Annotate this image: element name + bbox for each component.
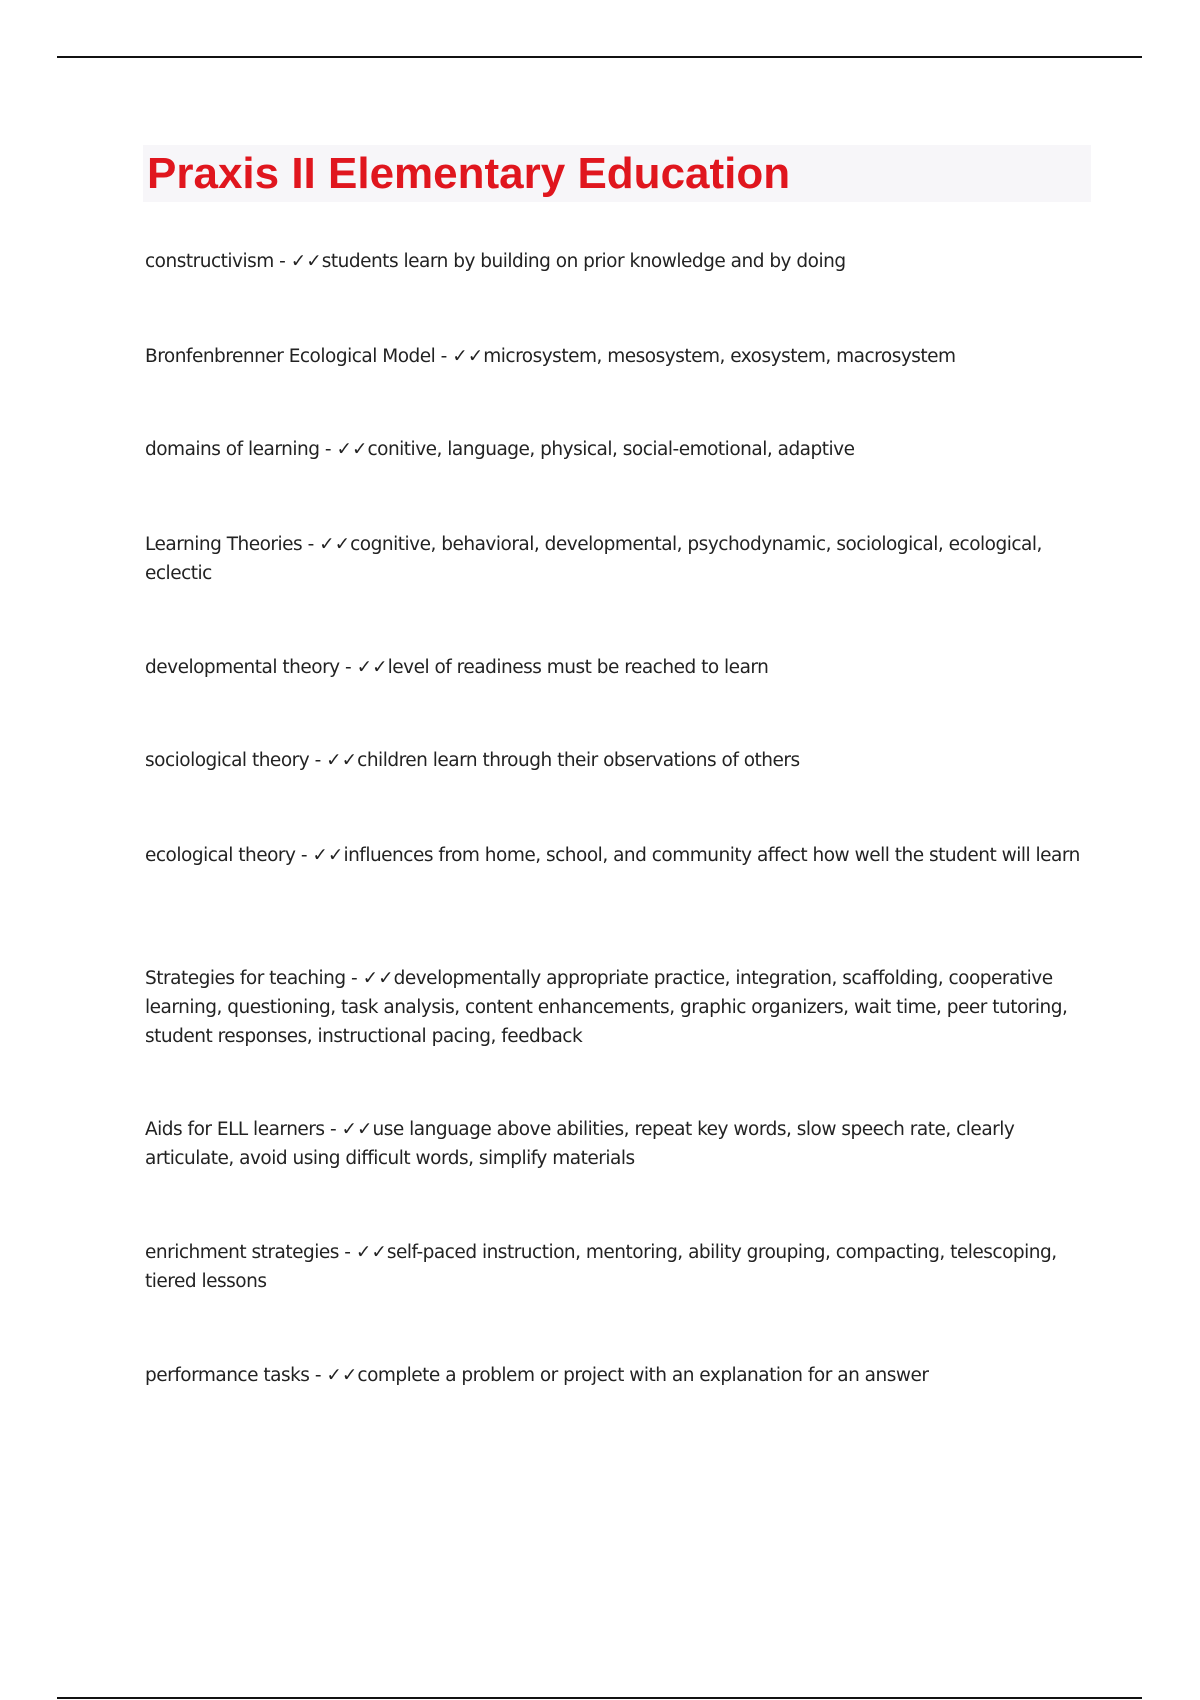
entry-definition: microsystem, mesosystem, exosystem, macrosystem [483, 346, 956, 367]
double-check-icon: ✓✓ [355, 1242, 387, 1263]
double-check-icon: ✓✓ [312, 845, 344, 866]
entry-separator: - [338, 1242, 356, 1263]
entry-domains-of-learning [145, 435, 1095, 464]
title-banner [143, 145, 1091, 202]
double-check-icon: ✓✓ [356, 657, 388, 678]
double-check-icon: ✓✓ [362, 968, 394, 989]
entry-separator: - [309, 1365, 327, 1386]
double-check-icon: ✓✓ [336, 439, 368, 460]
entry-separator: - [324, 1119, 342, 1140]
entry-learning-theories [145, 530, 1095, 588]
entry-definition: cognitive, behavioral, developmental, psychodynamic, sociological, ecological, eclectic [145, 534, 1042, 584]
entry-separator: - [319, 439, 337, 460]
top-rule [57, 56, 1142, 58]
entry-term: Learning Theories [145, 534, 303, 555]
double-check-icon: ✓✓ [319, 534, 351, 555]
entry-definition: complete a problem or project with an explanation for an answer [357, 1365, 929, 1386]
entry-definition: children learn through their observations of others [357, 750, 800, 771]
entry-developmental-theory [145, 653, 1095, 682]
entry-term: domains of learning [145, 439, 320, 460]
entry-separator: - [309, 750, 327, 771]
entry-definition: self-paced instruction, mentoring, ability grouping, compacting, telescoping, tiered lessons [145, 1242, 1057, 1292]
entry-definition: level of readiness must be reached to learn [387, 657, 769, 678]
entry-term: ecological theory [145, 845, 296, 866]
entry-sociological-theory [145, 746, 1095, 775]
entry-ecological-theory [145, 841, 1095, 870]
bottom-rule [57, 1697, 1142, 1699]
double-check-icon: ✓✓ [326, 1365, 358, 1386]
entry-term: Strategies for teaching [145, 968, 346, 989]
entry-separator: - [302, 534, 320, 555]
entry-separator: - [295, 845, 313, 866]
entry-performance-tasks [145, 1361, 1095, 1390]
entry-definition: conitive, language, physical, social-emotional, adaptive [367, 439, 855, 460]
entry-bronfenbrenner [145, 342, 1095, 371]
page-title: Praxis II Elementary Education [147, 149, 791, 198]
entry-separator: - [339, 657, 357, 678]
entry-strategies-for-teaching [145, 964, 1095, 1051]
entry-separator: - [345, 968, 363, 989]
entry-separator: - [273, 251, 291, 272]
entry-term: sociological theory [145, 750, 310, 771]
entry-aids-for-ell-learners [145, 1115, 1095, 1173]
double-check-icon: ✓✓ [326, 750, 358, 771]
entry-term: Aids for ELL learners [145, 1119, 325, 1140]
entry-definition: developmentally appropriate practice, integration, scaffolding, cooperative learning, questioning, task analysis, content enhancements, graphic organizers, wait time, peer tutoring, student responses, instructional pacing, feedback [145, 968, 1068, 1047]
entry-term: performance tasks [145, 1365, 310, 1386]
entry-separator: - [435, 346, 453, 367]
double-check-icon: ✓✓ [452, 346, 484, 367]
entry-term: Bronfenbrenner Ecological Model [145, 346, 436, 367]
entry-constructivism [145, 247, 1095, 276]
double-check-icon: ✓✓ [290, 251, 322, 272]
entry-definition: use language above abilities, repeat key words, slow speech rate, clearly articulate, avoid using difficult words, simplify materials [145, 1119, 1015, 1169]
entry-definition: influences from home, school, and community affect how well the student will learn [343, 845, 1080, 866]
entry-term: enrichment strategies [145, 1242, 339, 1263]
double-check-icon: ✓✓ [341, 1119, 373, 1140]
entry-term: constructivism [145, 251, 274, 272]
entry-term: developmental theory [145, 657, 340, 678]
entry-definition: students learn by building on prior knowledge and by doing [321, 251, 846, 272]
entry-enrichment-strategies [145, 1238, 1095, 1296]
